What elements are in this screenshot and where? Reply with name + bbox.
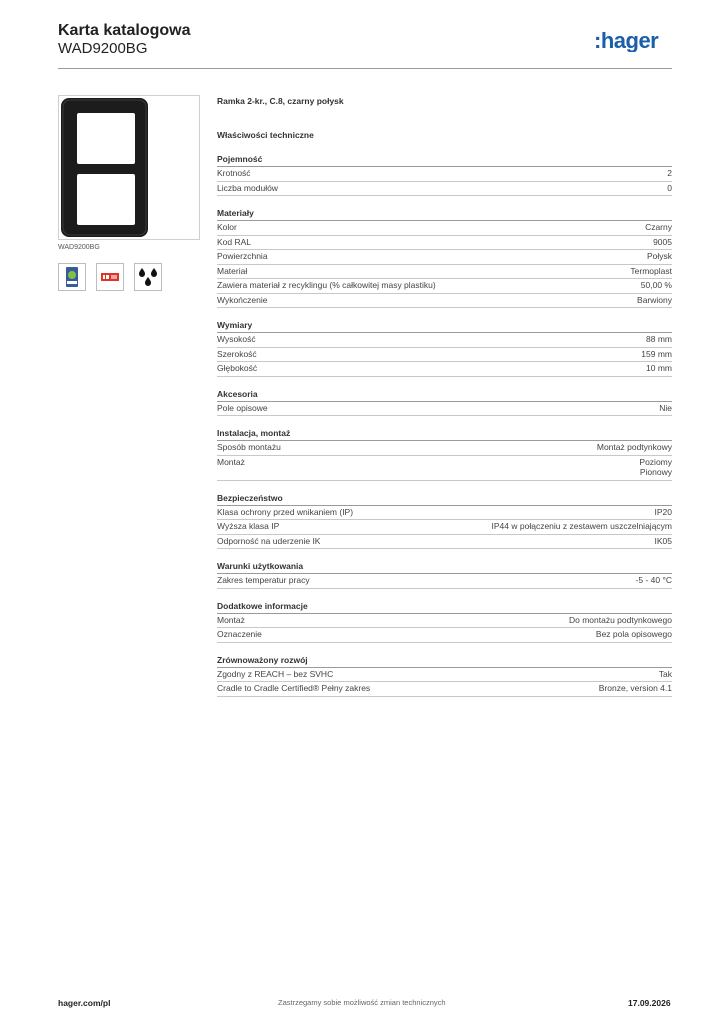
spec-row: [217, 221, 672, 236]
spec-value: [646, 363, 672, 374]
spec-label: Sposób montażu: [217, 442, 281, 452]
spec-value: [569, 615, 672, 626]
spec-value: [659, 669, 672, 680]
section-title: Bezpieczeństwo: [217, 493, 672, 506]
spec-value-line: -5 - 40 °C: [635, 575, 672, 585]
spec-value: [596, 629, 672, 640]
spec-value-line: Tak: [658, 668, 672, 679]
spec-label: Kolor: [217, 222, 237, 232]
footer-date: 17.09.2026: [628, 998, 671, 1008]
section-title: Warunki użytkowania: [217, 561, 672, 574]
spec-value-line: 10 mm: [646, 363, 672, 373]
spec-row: [217, 294, 672, 309]
spec-row: [217, 614, 672, 629]
spec-label: Zakres temperatur pracy: [217, 575, 310, 585]
spec-section: [217, 208, 672, 308]
footer-website: hager.com/pl: [58, 998, 111, 1008]
spec-value: [641, 280, 672, 291]
water-drops-icon: [134, 263, 162, 291]
image-caption: WAD9200BG: [58, 244, 100, 251]
spec-label: Montaż: [217, 456, 245, 467]
spec-label: Odporność na uderzenie IK: [217, 535, 321, 546]
hager-logo: [594, 30, 674, 52]
spec-row: [217, 535, 672, 550]
document-title: Karta katalogowa: [58, 22, 191, 39]
section-title: Dodatkowe informacje: [217, 601, 672, 614]
spec-label: Krotność: [217, 168, 251, 178]
spec-row: [217, 236, 672, 251]
spec-value-line: 50,00 %: [640, 280, 672, 290]
oko-badge-icon: [58, 263, 86, 291]
spec-row: [217, 348, 672, 363]
spec-row: [217, 265, 672, 280]
spec-value: [636, 575, 672, 586]
product-title: Ramka 2-kr., C.8, czarny połysk: [217, 96, 344, 106]
spec-row: [217, 182, 672, 197]
spec-value-line: IP20: [654, 506, 672, 517]
spec-value-line: 88 mm: [646, 334, 672, 344]
spec-row: [217, 628, 672, 643]
spec-value-line: Poziomy: [639, 456, 672, 467]
spec-value-line: 159 mm: [641, 348, 672, 359]
spec-value: [597, 442, 672, 453]
spec-row: [217, 167, 672, 182]
spec-section: [217, 561, 672, 589]
spec-label: Cradle to Cradle Certified® Pełny zakres: [217, 683, 371, 693]
spec-value-line: Montaż podtynkowy: [596, 442, 672, 452]
spec-row: [217, 279, 672, 294]
spec-value: [492, 521, 672, 532]
spec-value: [667, 183, 672, 194]
product-code: WAD9200BG: [58, 40, 148, 57]
spec-sections: [217, 154, 672, 697]
spec-value: [639, 457, 672, 478]
spec-label: Pole opisowe: [217, 402, 268, 413]
header-divider: [58, 68, 672, 69]
section-title: Materiały: [217, 208, 672, 221]
spec-value: [641, 349, 672, 360]
spec-section: [217, 389, 672, 417]
spec-value-line: Nie: [659, 402, 672, 413]
spec-label: Kod RAL: [217, 236, 252, 247]
spec-section: [217, 428, 672, 481]
spec-value-line: Połysk: [646, 251, 672, 261]
spec-row: [217, 333, 672, 348]
spec-label: Głębokość: [217, 363, 258, 373]
spec-value: [599, 683, 672, 694]
spec-value: [645, 222, 672, 233]
spec-label: Liczba modułów: [217, 182, 278, 193]
spec-section: [217, 655, 672, 697]
spec-section: [217, 493, 672, 550]
spec-section: [217, 154, 672, 196]
spec-value: [653, 237, 672, 248]
spec-label: Oznaczenie: [217, 629, 262, 639]
product-image: [58, 95, 200, 240]
spec-label: Materiał: [217, 265, 248, 276]
spec-row: [217, 250, 672, 265]
spec-row: [217, 682, 672, 697]
spec-value-line: IP44 w połączeniu z zestawem uszczelniającym: [491, 521, 672, 531]
spec-value: [659, 403, 672, 414]
section-title: Instalacja, montaż: [217, 428, 672, 441]
spec-value-line: 9005: [653, 236, 672, 247]
spec-label: Wykończenie: [217, 294, 268, 305]
section-title: Pojemność: [217, 154, 672, 167]
spec-value: [637, 295, 672, 306]
spec-label: Szerokość: [217, 348, 257, 359]
spec-section: [217, 320, 672, 377]
technical-properties-title: Właściwości techniczne: [217, 130, 314, 140]
spec-value-line: Do montażu podtynkowego: [568, 614, 672, 625]
spec-row: [217, 668, 672, 683]
spec-value-line: 0: [667, 182, 672, 193]
spec-value-line: Bez pola opisowego: [595, 629, 672, 639]
spec-value-line: Barwiony: [637, 294, 672, 305]
spec-value: [667, 168, 672, 179]
spec-label: Zawiera materiał z recyklingu (% całkowitej masy plastiku): [217, 280, 436, 290]
section-title: Zrównoważony rozwój: [217, 655, 672, 668]
frame-illustration: [59, 96, 199, 239]
spec-label: Wyższa klasa IP: [217, 521, 280, 531]
section-title: Wymiary: [217, 320, 672, 333]
spec-value-line: 2: [667, 168, 672, 178]
spec-label: Montaż: [217, 614, 245, 625]
spec-row: [217, 520, 672, 535]
certification-badges: [58, 263, 162, 291]
spec-row: [217, 362, 672, 377]
spec-value-line: Bronze, version 4.1: [598, 683, 672, 693]
spec-label: Klasa ochrony przed wnikaniem (IP): [217, 506, 354, 517]
logo-text: :hager: [594, 30, 659, 52]
spec-label: Zgodny z REACH – bez SVHC: [217, 668, 334, 679]
specifications: [217, 96, 672, 697]
spec-value: [647, 251, 672, 262]
spec-label: Powierzchnia: [217, 251, 268, 261]
spec-row: [217, 506, 672, 521]
spec-value-line: IK05: [654, 535, 672, 546]
spec-row: [217, 402, 672, 417]
spec-value: [646, 334, 672, 345]
footer-notice: Zastrzegamy sobie możliwość zmian technicznych: [278, 998, 446, 1007]
spec-value-line: Termoplast: [630, 265, 672, 276]
spec-value: [630, 266, 672, 277]
spec-value: [655, 536, 673, 547]
section-title: Akcesoria: [217, 389, 672, 402]
ip-badge-icon: [96, 263, 124, 291]
spec-value: [655, 507, 673, 518]
spec-value-line: Czarny: [645, 222, 672, 232]
spec-row: [217, 456, 672, 481]
spec-label: Wysokość: [217, 334, 256, 344]
spec-value-line: Pionowy: [639, 467, 672, 477]
spec-row: [217, 574, 672, 589]
spec-section: [217, 601, 672, 643]
spec-row: [217, 441, 672, 456]
